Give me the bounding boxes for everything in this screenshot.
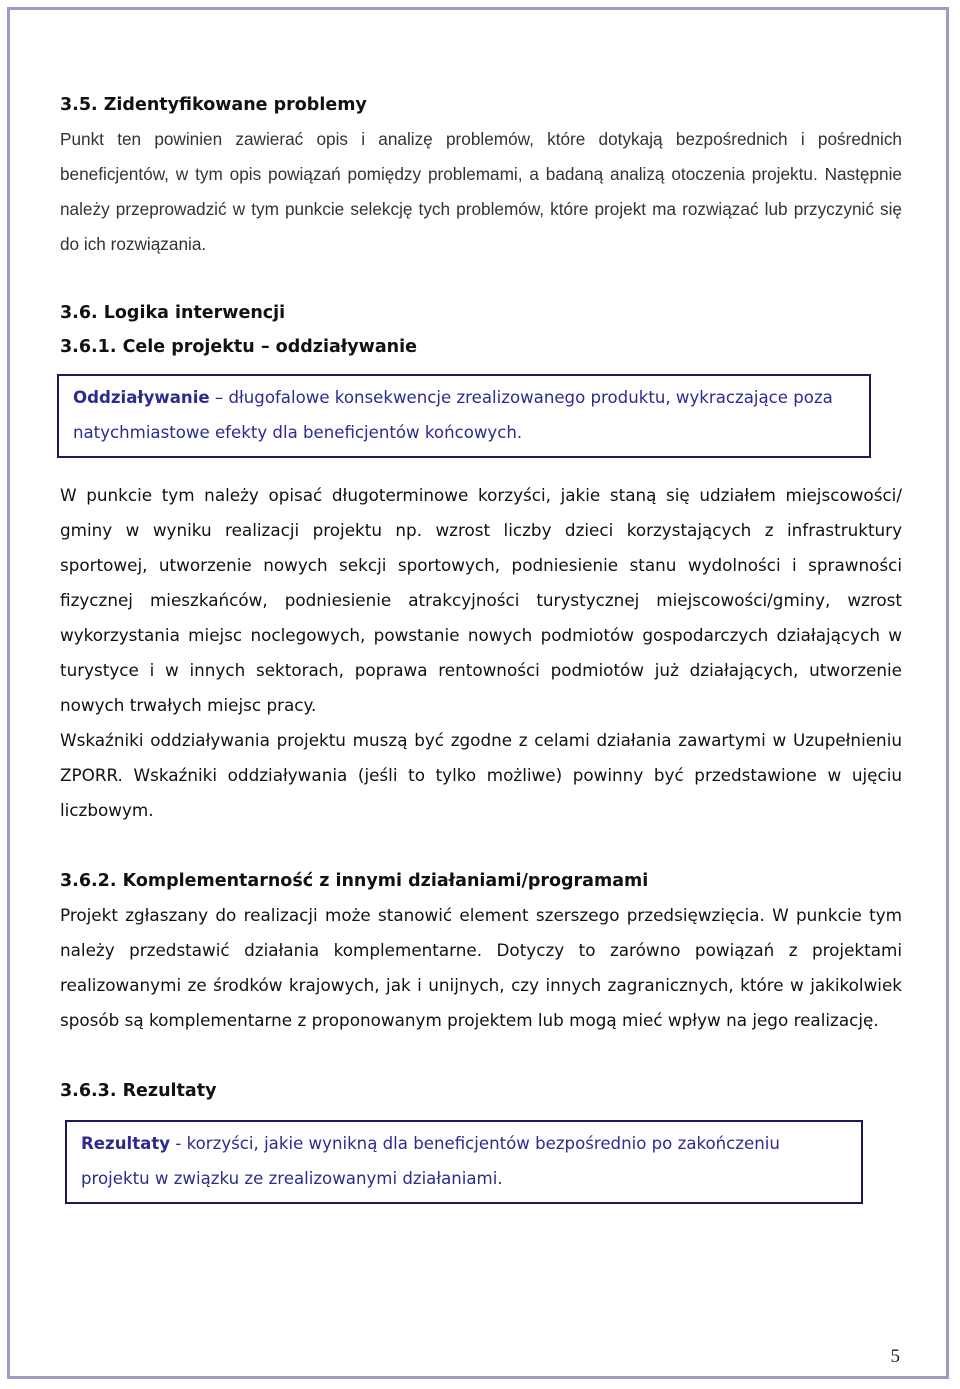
- results-definition: - korzyści, jakie wynikną dla beneficjentów bezpośrednio po zakończeniu projektu w związku ze zrealizowanymi działaniami.: [81, 1134, 780, 1188]
- results-definition-box: [65, 1120, 863, 1204]
- section-3-6-2-heading: 3.6.2. Komplementarność z innymi działaniami/programami: [60, 871, 649, 891]
- impact-indicators-paragraph: Wskaźniki oddziaływania projektu muszą być zgodne z celami działania zawartymi w Uzupełnieniu ZPORR. Wskaźniki oddziaływania (jeśli to tylko możliwe) powinny być przedstawione w ujęciu liczbowym.: [60, 730, 902, 820]
- document-content: [60, 88, 902, 1204]
- section-3-6-1-heading: 3.6.1. Cele projektu – oddziaływanie: [60, 337, 417, 357]
- complementarity-paragraph: Projekt zgłaszany do realizacji może stanowić element szerszego przedsięwzięcia. W punkcie tym należy przedstawić działania komplementarne. Dotyczy to zarówno powiązań z projektami realizowanymi ze środków krajowych, jak i unijnych, czy innych zagranicznych, które w jakikolwiek sposób są komplementarne z proponowanym projektem lub mogą mieć wpływ na jego realizację.: [60, 905, 902, 1030]
- page-number: 5: [890, 1346, 900, 1367]
- impact-paragraph: W punkcie tym należy opisać długoterminowe korzyści, jakie staną się udziałem miejscowości/ gminy w wyniku realizacji projektu np. wzrost liczby dzieci korzystających z infrastruktury sportowej, utworzenie nowych sekcji sportowych, podniesienie stanu wydolności i sprawności fizycznej mieszkańców, podniesienie atrakcyjności turystycznej miejscowości/gminy, wzrost wykorzystania miejsc noclegowych, powstanie nowych podmiotów gospodarczych działających w turystyce i w innych sektorach, poprawa rentowności podmiotów już działających, utworzenie nowych trwałych miejsc pracy.: [60, 485, 902, 715]
- impact-definition-box: [57, 374, 871, 458]
- section-3-5-heading: 3.5. Zidentyfikowane problemy: [60, 95, 367, 115]
- results-term: Rezultaty: [81, 1134, 171, 1153]
- impact-term: Oddziaływanie: [73, 388, 210, 407]
- section-3-5-body: Punkt ten powinien zawierać opis i analizę problemów, które dotykają bezpośrednich i pośrednich beneficjentów, w tym opis powiązań pomiędzy problemami, a badaną analizą otoczenia projektu. Następnie należy przeprowadzić w tym punkcie selekcję tych problemów, które projekt ma rozwiązać lub przyczynić się do ich rozwiązania.: [60, 129, 902, 254]
- section-3-6-heading: 3.6. Logika interwencji: [60, 303, 286, 323]
- section-3-6-3-heading: 3.6.3. Rezultaty: [60, 1081, 217, 1101]
- impact-definition: – długofalowe konsekwencje zrealizowanego produktu, wykraczające poza natychmiastowe efekty dla beneficjentów końcowych.: [73, 388, 833, 442]
